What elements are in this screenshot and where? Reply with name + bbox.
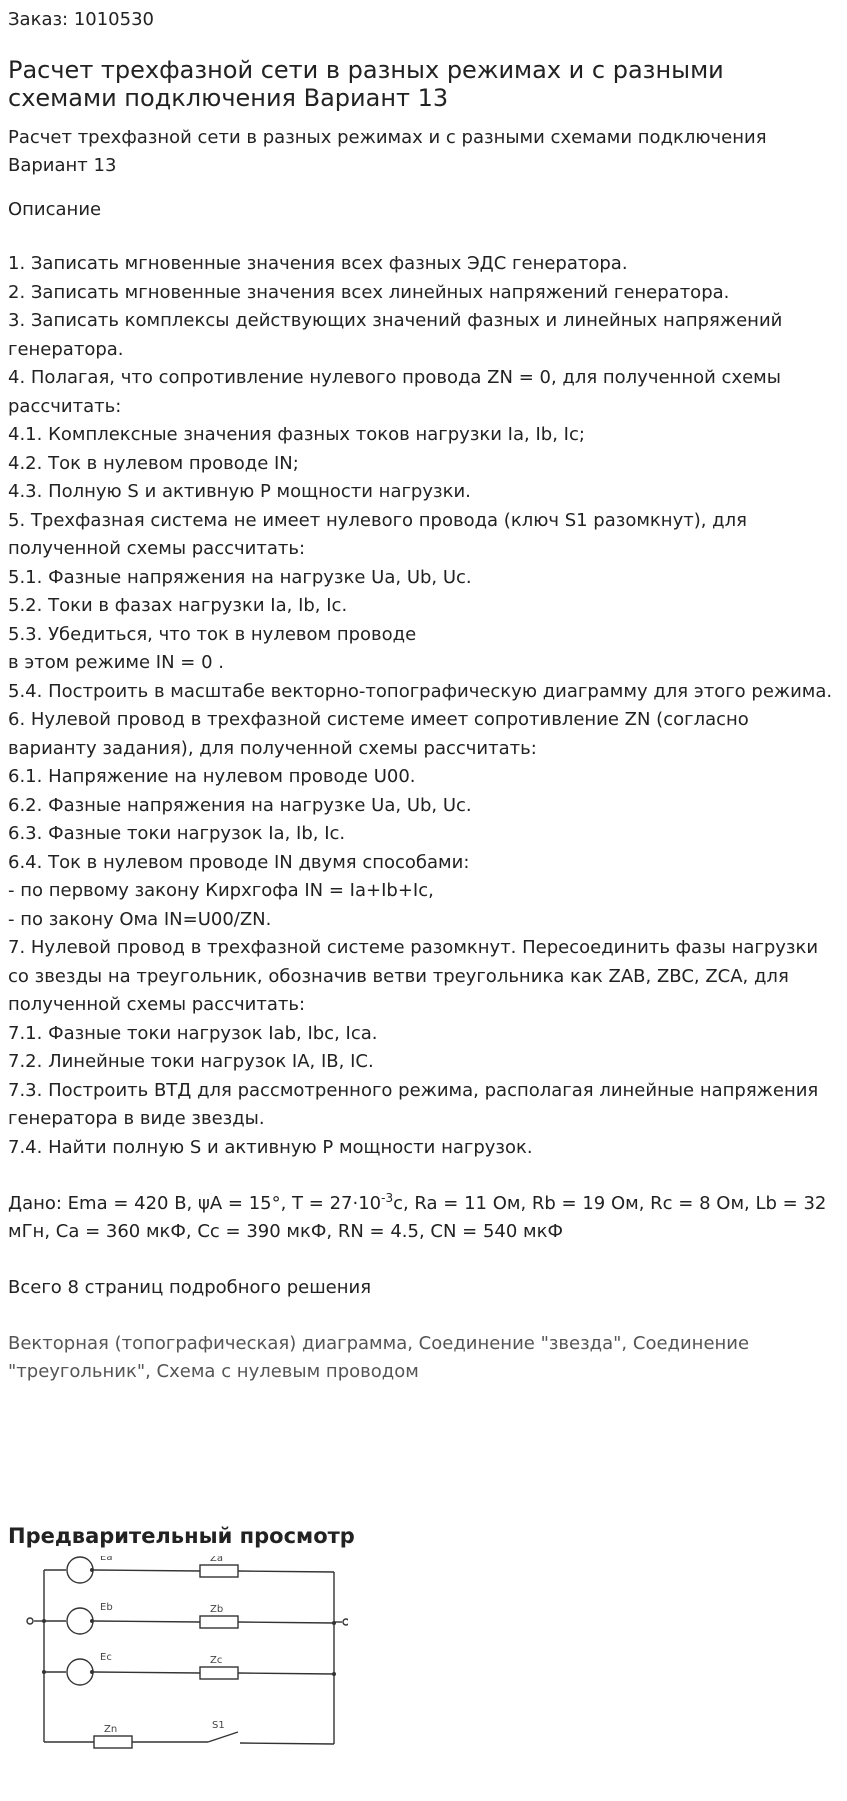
source-a-icon [67,1557,93,1583]
wire [238,1622,334,1623]
given-data [8,1190,839,1246]
circuit-diagram [8,1556,348,1756]
resistor-za-icon [200,1565,238,1577]
source-terminal-dot [90,1670,94,1674]
junction-dot [42,1619,46,1623]
task-line: 2. Записать мгновенные значения всех линейных напряжений генератора. [8,281,730,303]
given-text-start: Дано: Ema = 420 В, ψA = 15°, T = 27·10 [8,1193,382,1214]
task-line: 4.3. Полную S и активную P мощности нагрузки. [8,481,471,502]
resistor-zb-icon [200,1616,238,1628]
task-line: 7.4. Найти полную S и активную P мощности нагрузок. [8,1136,533,1158]
task-line: 5.3. Убедиться, что ток в нулевом проводе [8,623,417,645]
junction-dot [332,1672,336,1676]
task-line: 7.3. Построить ВТД для рассмотренного режима, располагая линейные напряжения генератора в виде звезды. [8,1079,819,1129]
description-label: Описание [8,199,102,220]
page-subtitle: Расчет трехфазной сети в разных режимах и с разными схемами подключения Вариант 13 [8,127,767,176]
task-line: 4. Полагая, что сопротивление нулевого провода ZN = 0, для полученной схемы рассчитать: [8,367,781,417]
task-line: 6.4. Ток в нулевом проводе IN двумя способами: [8,851,470,873]
wire [238,1673,334,1674]
label-zc: Zc [210,1655,223,1666]
source-c-icon [67,1659,93,1685]
resistor-zn-icon [94,1736,132,1748]
task-line: 4.2. Ток в нулевом проводе IN; [8,452,299,474]
pages-total: Всего 8 страниц подробного решения [8,1277,372,1298]
source-b-icon [67,1608,93,1634]
source-terminal-dot [90,1619,94,1623]
terminal-left-icon [27,1618,33,1624]
page-title: Расчет трехфазной сети в разных режимах и с разными схемами подключения Вариант 13 [8,56,724,112]
label-s1: S1 [212,1720,225,1731]
task-list [8,250,839,1162]
task-line: 5. Трехфазная система не имеет нулевого провода (ключ S1 разомкнут), для полученной схемы рассчитать: [8,509,747,559]
task-line: в этом режиме IN = 0 . [8,652,224,673]
task-line: 7. Нулевой провод в трехфазной системе разомкнут. Пересоединить фазы нагрузки со звезды на треугольник, обозначив ветви треугольника как ZAB, ZBC, ZCA, для полученной схемы рассчитать: [8,937,819,1015]
task-line: 3. Записать комплексы действующих значений фазных и линейных напряжений генератора. [8,310,783,360]
terminal-right-icon [343,1619,348,1625]
task-line: 6.1. Напряжение на нулевом проводе U00. [8,766,416,787]
wire [94,1570,200,1571]
task-line: 6.2. Фазные напряжения на нагрузке Ua, Ub, Uc. [8,794,472,816]
task-line: - по закону Ома IN=U00/ZN. [8,908,272,930]
preview-heading: Предварительный просмотр [8,1524,355,1548]
tags: Векторная (топографическая) диаграмма, Соединение "звезда", Соединение "треугольник", Схема с нулевым проводом [8,1333,750,1382]
task-line: 4.1. Комплексные значения фазных токов нагрузки Ia, Ib, Ic; [8,424,585,445]
label-eb: Eb [100,1602,113,1613]
task-line: 5.2. Токи в фазах нагрузки Ia, Ib, Ic. [8,595,348,616]
junction-dot [42,1670,46,1674]
task-line: 7.1. Фазные токи нагрузок Iab, Ibc, Ica. [8,1022,378,1044]
task-line: 6.3. Фазные токи нагрузок Ia, Ib, Ic. [8,823,346,844]
label-ea: Ea [100,1556,113,1563]
label-ec: Ec [100,1652,112,1663]
task-line: 1. Записать мгновенные значения всех фазных ЭДС генератора. [8,253,628,274]
task-line: 5.4. Построить в масштабе векторно-топографическую диаграмму для этого режима. [8,680,833,702]
junction-dot [332,1621,336,1625]
task-line: - по первому закону Кирхгофа IN = Ia+Ib+Ic, [8,880,434,901]
task-line: 5.1. Фазные напряжения на нагрузке Ua, Ub, Uc. [8,566,472,588]
wire [94,1621,200,1622]
label-zn: Zn [104,1724,118,1735]
wire [238,1571,334,1572]
given-text-end: с, Ra = 11 Ом, Rb = 19 Ом, Rc = 8 Ом, Lb = 32 мГн, Ca = 360 мкФ, Cc = 390 мкФ, RN = 4.5, CN = 540 мкФ [8,1193,827,1242]
label-za: Za [210,1556,223,1564]
label-zb: Zb [210,1604,224,1615]
source-terminal-dot [90,1568,94,1572]
wire [94,1672,200,1673]
task-line: 6. Нулевой провод в трехфазной системе имеет сопротивление ZN (согласно варианту задания), для полученной схемы рассчитать: [8,709,749,759]
resistor-zc-icon [200,1667,238,1679]
order-number: Заказ: 1010530 [8,9,154,30]
wire [240,1743,334,1744]
given-exponent: -3 [381,1191,394,1205]
task-line: 7.2. Линейные токи нагрузок IA, IB, IC. [8,1051,374,1072]
switch-s1-icon [208,1732,238,1742]
